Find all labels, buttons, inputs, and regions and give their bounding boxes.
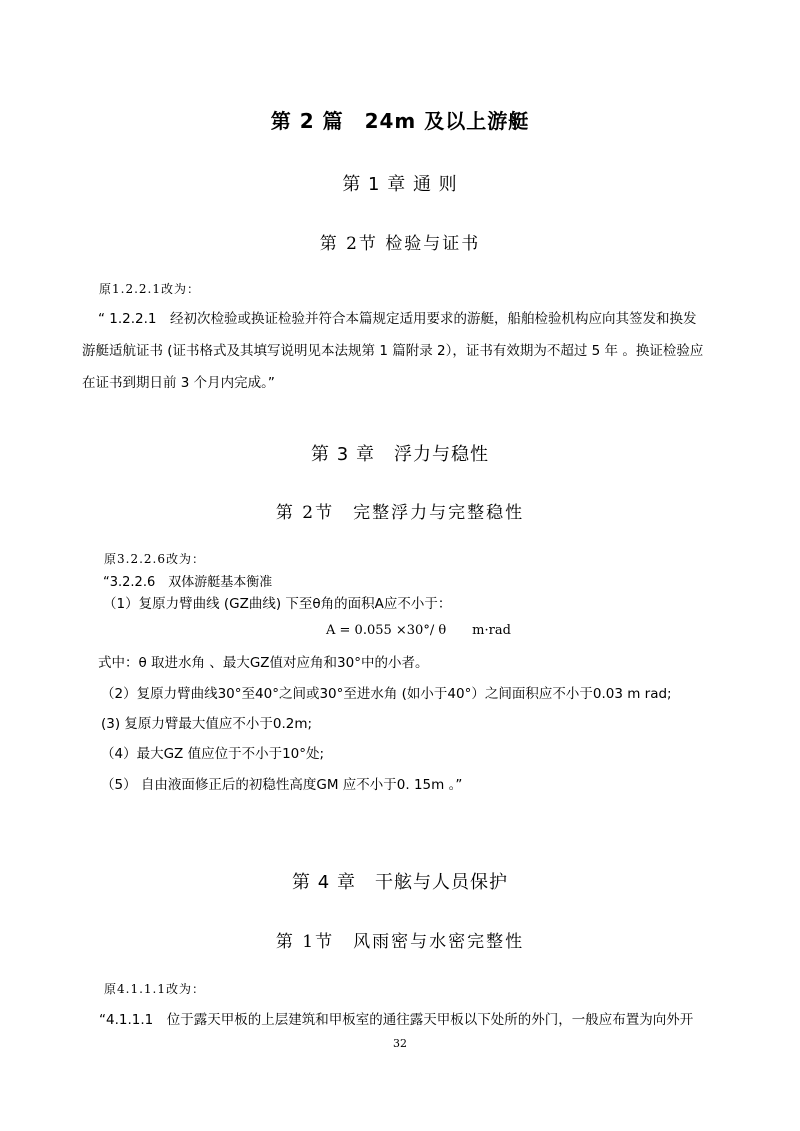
page-number: 32 xyxy=(393,1037,407,1050)
area-formula: A = 0.055 ×30°/ θ m·rad xyxy=(326,623,511,638)
section-4-1-title: 第 1节 风雨密与水密完整性 xyxy=(275,932,525,952)
chapter-1-title: 第 1 章 通 则 xyxy=(342,174,458,195)
chapter-3-title: 第 3 章 浮力与稳性 xyxy=(311,444,489,465)
amendment-note-4-1-1-1: 原4.1.1.1改为： xyxy=(104,982,205,996)
criterion-4: （4）最大GZ 值应位于不小于10°处; xyxy=(101,746,325,762)
clause-3-2-2-6-heading: “3.2.2.6 双体游艇基本衡准 xyxy=(103,575,273,590)
clause-1-2-2-1-line-1: “ 1.2.2.1 经初次检验或换证检验并符合本篇规定适用要求的游艇，船舶检验机构应向其签发和换发 xyxy=(98,311,697,327)
amendment-note-3-2-2-6: 原3.2.2.6改为： xyxy=(104,552,205,566)
criterion-2: （2）复原力臂曲线30°至40°之间或30°至进水角 (如小于40°）之间面积应不小于0.03 m rad; xyxy=(101,686,672,702)
criterion-5: （5） 自由液面修正后的初稳性高度GM 应不小于0. 15m 。” xyxy=(101,777,463,793)
amendment-note-1-2-2-1: 原1.2.2.1改为： xyxy=(99,282,200,296)
chapter-4-title: 第 4 章 干舷与人员保护 xyxy=(292,872,508,893)
criterion-1: （1）复原力臂曲线 (GZ曲线) 下至θ角的面积A应不小于： xyxy=(103,596,452,612)
clause-1-2-2-1-line-2: 游艇适航证书 (证书格式及其填写说明见本法规第 1 篇附录 2），证书有效期为不超过 5 年 。换证检验应 xyxy=(82,343,704,359)
clause-1-2-2-1-line-3: 在证书到期日前 3 个月内完成。” xyxy=(82,375,275,391)
section-1-2-title: 第 2节 检验与证书 xyxy=(319,234,481,254)
criterion-3: (3) 复原力臂最大值应不小于0.2m; xyxy=(101,716,313,732)
part-title: 第 2 篇 24m 及以上游艇 xyxy=(270,109,530,133)
section-3-2-title: 第 2节 完整浮力与完整稳性 xyxy=(275,503,525,523)
clause-4-1-1-1-line-1: “4.1.1.1 位于露天甲板的上层建筑和甲板室的通往露天甲板以下处所的外门，一般应布置为向外开 xyxy=(99,1012,694,1028)
formula-explanation: 式中：θ 取进水角 、最大GZ值对应角和30°中的小者。 xyxy=(98,655,429,671)
